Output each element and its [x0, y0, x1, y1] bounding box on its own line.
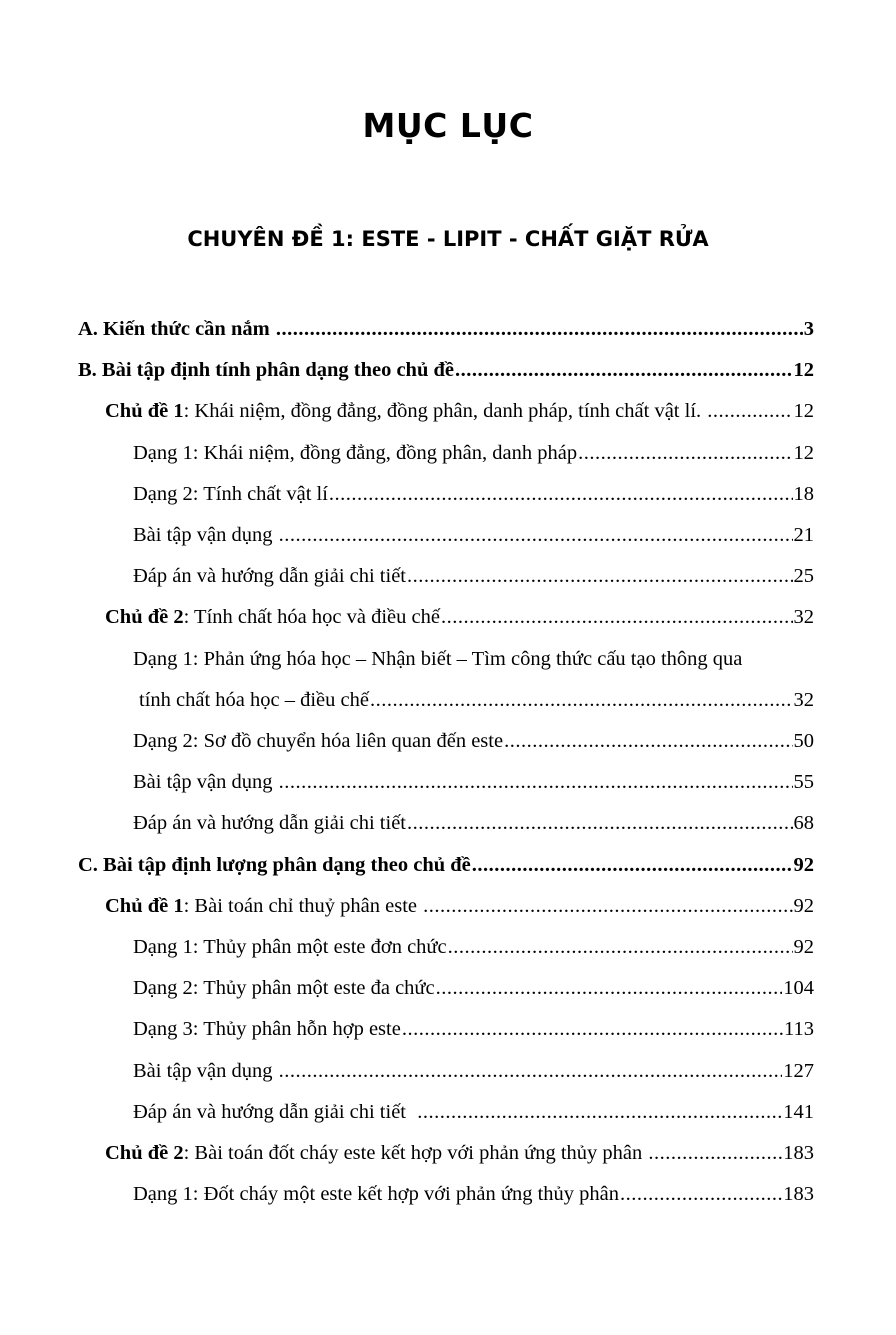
dot-leader [370, 689, 793, 712]
toc-entry-title: B. Bài tập định tính phân dạng theo chủ đề [78, 359, 454, 382]
toc-entry-prefix: Chủ đề 2 [105, 606, 184, 629]
toc-page-number: 92 [793, 894, 814, 917]
toc-entry-prefix: Chủ đề 2 [105, 1142, 184, 1164]
toc-entry-title: Bài tập vận dụng [133, 1059, 278, 1082]
dot-leader [455, 359, 793, 382]
toc-entry[interactable] [133, 1101, 814, 1131]
toc-entry-title: Dạng 2: Tính chất vật lí [133, 482, 328, 505]
toc-entry-title: Bài tập vận dụng [133, 771, 278, 794]
toc-page-number: 32 [793, 688, 814, 711]
toc-page-number: 68 [793, 812, 814, 835]
dot-leader [578, 442, 792, 465]
toc-page-number: 18 [793, 482, 814, 505]
toc-page-number: 32 [793, 606, 814, 629]
toc-entry-title: : Bài toán đốt cháy este kết hợp với phản ứng thủy phân [183, 1142, 648, 1164]
dot-leader [279, 771, 793, 794]
toc-entry[interactable] [133, 442, 814, 472]
toc-entry-title: C. Bài tập định lượng phân dạng theo chủ đề [78, 853, 471, 876]
toc-page-number: 141 [783, 1100, 814, 1123]
toc-entry-title: Dạng 1: Đốt cháy một este kết hợp với phản ứng thủy phân [133, 1183, 619, 1206]
toc-page-number: 183 [783, 1183, 814, 1206]
toc-entry[interactable] [78, 318, 814, 348]
toc-entry[interactable] [133, 936, 814, 966]
toc-page-number: 25 [793, 565, 814, 588]
toc-entry[interactable] [133, 565, 814, 595]
dot-leader [620, 1183, 782, 1206]
toc-entry-prefix: Chủ đề 1 [105, 400, 184, 423]
toc-entry[interactable] [78, 359, 814, 389]
toc-page-number: 12 [793, 359, 814, 382]
toc-entry-title: : Khái niệm, đồng đẳng, đồng phân, danh pháp, tính chất vật lí. [183, 400, 707, 423]
toc-entry-title: Đáp án và hướng dẫn giải chi tiết [133, 1100, 417, 1123]
dot-leader [707, 400, 792, 423]
toc-page-number: 21 [793, 524, 814, 546]
toc-page-number: 55 [793, 771, 814, 794]
toc-entry[interactable] [139, 689, 814, 719]
toc-page-number: 12 [793, 400, 814, 423]
dot-leader [504, 730, 792, 753]
toc-page-number: 92 [793, 853, 814, 876]
toc-page-number: 12 [793, 441, 814, 464]
toc-entry[interactable] [78, 854, 814, 884]
toc-entry-title: A. Kiến thức cần nắm [78, 318, 275, 340]
dot-leader [279, 524, 793, 547]
toc-page-number: 50 [793, 730, 814, 752]
toc-entry-title: Đáp án và hướng dẫn giải chi tiết [133, 565, 406, 588]
toc-entry-title: Dạng 1: Phản ứng hóa học – Nhận biết – Tìm công thức cấu tạo thông qua [133, 647, 743, 670]
toc-entry-title: Dạng 3: Thủy phân hỗn hợp este [133, 1018, 401, 1041]
dot-leader [472, 854, 793, 877]
toc-entry-title: tính chất hóa học – điều chế [139, 688, 369, 711]
dot-leader [407, 812, 793, 835]
toc-page-number: 183 [783, 1142, 814, 1164]
toc-page-number: 104 [783, 977, 814, 1000]
toc-entry[interactable] [133, 1183, 814, 1213]
dot-leader [448, 936, 793, 959]
toc-entry-title: Dạng 1: Thủy phân một este đơn chức [133, 936, 447, 958]
dot-leader [648, 1142, 782, 1165]
toc-entry[interactable] [133, 812, 814, 842]
toc-entry[interactable] [105, 400, 814, 430]
dot-leader [441, 606, 793, 629]
toc-entry[interactable] [133, 483, 814, 513]
dot-leader [279, 1060, 783, 1083]
toc-entry-title: : Bài toán chỉ thuỷ phân este [183, 894, 423, 917]
toc-entry[interactable] [133, 730, 814, 760]
chapter-title: CHUYÊN ĐỀ 1: ESTE - LIPIT - CHẤT GIẶT RỬA [187, 227, 709, 251]
toc-page-number: 92 [793, 936, 814, 958]
toc-entry-title: Bài tập vận dụng [133, 524, 278, 546]
toc-entry-prefix: Chủ đề 1 [105, 894, 184, 917]
dot-leader [402, 1018, 783, 1041]
page-title: MỤC LỤC [362, 106, 534, 145]
toc-entry[interactable] [133, 977, 814, 1007]
toc-entry-title: Dạng 2: Sơ đồ chuyển hóa liên quan đến este [133, 730, 504, 752]
toc-entry[interactable] [105, 606, 814, 636]
dot-leader [329, 483, 793, 506]
toc-page-number: 113 [784, 1018, 814, 1041]
toc-page-number: 3 [803, 318, 814, 340]
toc-entry[interactable] [133, 1018, 814, 1048]
dot-leader [276, 318, 803, 341]
toc-entry-title: : Tính chất hóa học và điều chế [183, 606, 440, 629]
toc-entry[interactable] [105, 895, 814, 925]
toc-entry[interactable] [133, 648, 814, 678]
toc-entry-title: Dạng 2: Thủy phân một este đa chức [133, 977, 435, 1000]
dot-leader [423, 895, 792, 918]
toc-entry-title: Đáp án và hướng dẫn giải chi tiết [133, 812, 406, 835]
toc-entry-title: Dạng 1: Khái niệm, đồng đẳng, đồng phân, danh pháp [133, 441, 578, 464]
toc-entry[interactable] [133, 524, 814, 554]
toc-entry[interactable] [133, 771, 814, 801]
toc-page-number: 127 [783, 1059, 814, 1082]
dot-leader [417, 1101, 782, 1124]
dot-leader [436, 977, 783, 1000]
dot-leader [407, 565, 793, 588]
toc-entry[interactable] [133, 1060, 814, 1090]
toc-entry[interactable] [105, 1142, 814, 1172]
